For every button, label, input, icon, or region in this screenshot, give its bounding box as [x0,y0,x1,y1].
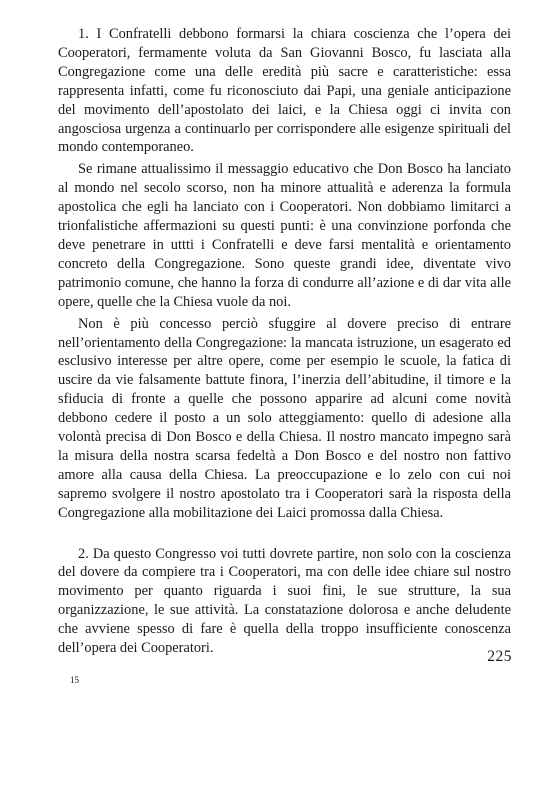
paragraph-2: Se rimane attualissimo il messaggio educativo che Don Bosco ha lanciato al mondo nel secolo scorso, non ha minore attualità e aderenza la formula apostolica che egli ha lanciato con i Cooperatori. Non dobbiamo limitarci a trionfalistiche affermazioni su questi punti: è una convinzione porfonda che deve penetrare in uttti i Confratelli e deve farsi mentalità e orientamento concreto della Congregazione. Sono queste grandi idee, diventate vivo patrimonio comune, che hanno la forza di condurre all’azione e di dar vita alle opere, quelle che la Chiesa vuole da noi. [58,161,511,310]
signature-mark: 15 [70,675,79,685]
paragraph-3: Non è più concesso perciò sfuggire al dovere preciso di entrare nell’orientamento della Congregazione: la mancata istruzione, un esagerato ed esclusivo interesse per altre opere, come per esempio le scuole, la fatica di uscire da vie falsamente battute finora, l’inerzia dell’abitudine, il timore e la sfiducia di fronte a quelle che possono apparire ad alcuni come novità debbono cedere il posto a un solo atteggiamento: quello di adesione alla volontà precisa di Don Bosco e della Chiesa. Il nostro mancato impegno sarà la misura della nostra scarsa fedeltà a Don Bosco e del nostro non fattivo amore alla causa della Chiesa. La preoccupazione e lo zelo con cui noi sapremo svolgere il nostro apostolato tra i Cooperatori sarà la risposta della Congregazione alla mobilitazione dei Laici promossa dalla Chiesa. [58,315,511,521]
paragraph-1: 1. I Confratelli debbono formarsi la chiara coscienza che l’opera dei Cooperatori, fermamente voluta da San Giovanni Bosco, fu lasciata alla Congregazione come una delle eredità più sacre e caratteristiche: essa rappresenta infatti, come fu riconosciuto dai Papi, una geniale anticipazione del movimento dell’apostolato dei laici, e la Chiesa oggi ci invita con angosciosa urgenza a continuarlo per corrispondere alle esigenze spirituali del mondo contemporaneo. [58,26,511,156]
paragraph-4: 2. Da questo Congresso voi tutti dovrete partire, non solo con la coscienza del dovere da compiere tra i Cooperatori, ma con delle idee chiare sul nostro movimento per quanto riguarda i suoi fini, le sue strutture, la sua organizzazione, le sue attività. La constatazione dolorosa e anche deludente che avviene spesso di fare è quella della troppo insufficiente conoscenza dell’opera dei Cooperatori. [58,545,511,657]
body-text [58,25,511,658]
page-number: 225 [487,648,512,665]
